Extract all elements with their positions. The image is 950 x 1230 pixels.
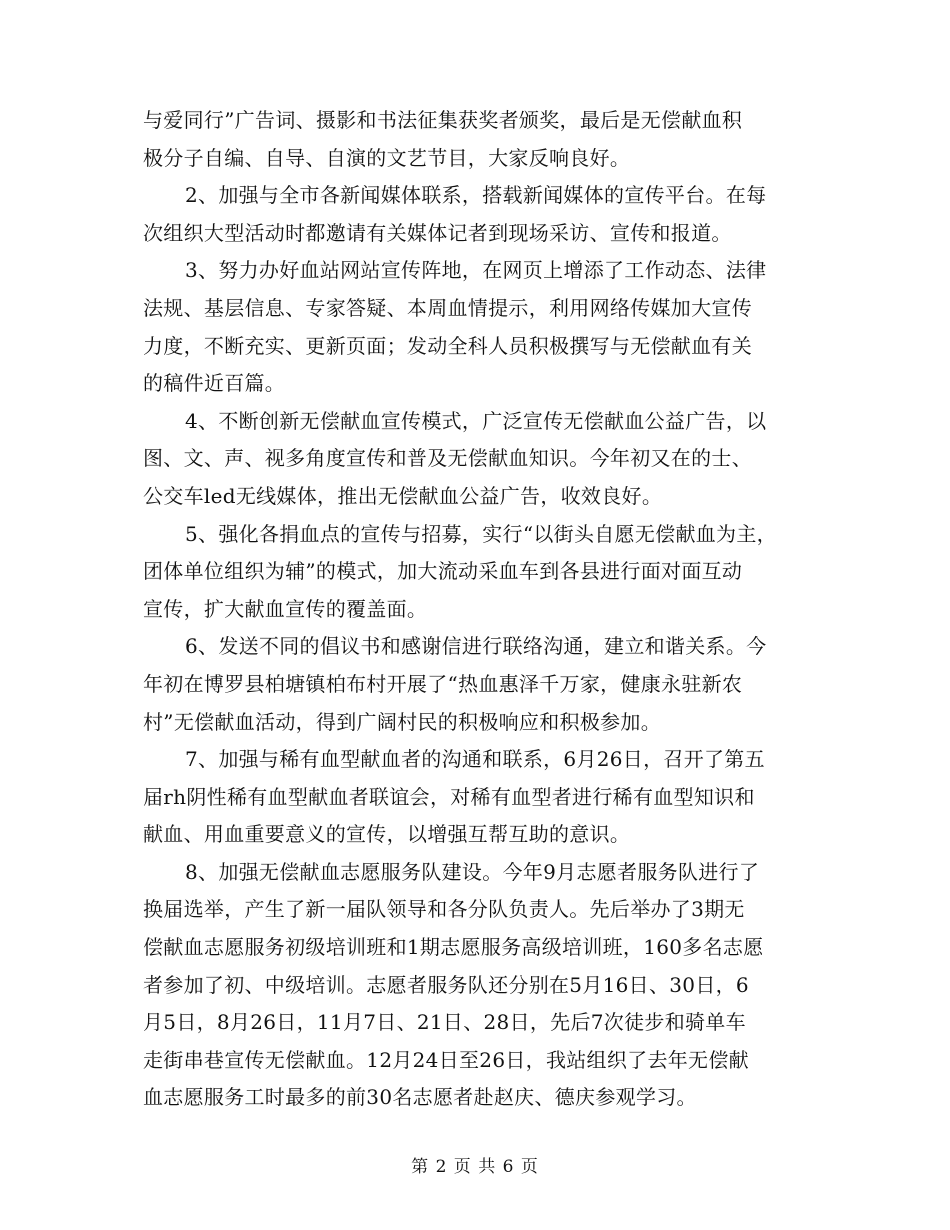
text-line: 走街串巷宣传无偿献血。12月24日至26日，我站组织了去年无偿献 (143, 1047, 749, 1072)
text-line: 年初在博罗县柏塘镇柏布村开展了“热血惠泽千万家，健康永驻新农 (143, 671, 743, 696)
text-line: 图、文、声、视多角度宣传和普及无偿献血知识。今年初又在的士、 (143, 446, 752, 471)
text-line: 力度，不断充实、更新页面；发动全科人员积极撰写与无偿献血有关 (143, 333, 752, 358)
paragraph-first-line: 6、发送不同的倡议书和感谢信进行联络沟通，建立和谐关系。今 (185, 634, 767, 659)
text-line: 血志愿服务工时最多的前30名志愿者赴赵庆、德庆参观学习。 (143, 1085, 697, 1110)
text-line: 团体单位组织为辅”的模式，加大流动采血车到各县进行面对面互动 (143, 559, 743, 584)
paragraph-first-line: 7、加强与稀有血型献血者的沟通和联系，6月26日，召开了第五 (185, 747, 765, 772)
page-number-label: 第 2 页 共 6 页 (411, 1157, 539, 1177)
text-line: 者参加了初、中级培训。志愿者服务队还分别在5月16日、30日，6 (143, 972, 749, 997)
paragraph-first-line: 4、不断创新无偿献血宣传模式，广泛宣传无偿献血公益广告，以 (185, 408, 767, 433)
text-line: 法规、基层信息、专家答疑、本周血情提示，利用网络传媒加大宣传 (143, 295, 752, 320)
paragraph-first-line: 2、加强与全市各新闻媒体联系，搭载新闻媒体的宣传平台。在每 (185, 183, 767, 208)
text-line: 偿献血志愿服务初级培训班和1期志愿服务高级培训班，160多名志愿 (143, 935, 764, 960)
paragraph-first-line: 3、努力办好血站网站宣传阵地，在网页上增添了工作动态、法律 (185, 258, 767, 283)
text-line: 届rh阴性稀有血型献血者联谊会，对稀有血型者进行稀有血型知识和 (143, 784, 755, 809)
page-footer (0, 1152, 950, 1177)
text-line: 换届选举，产生了新一届队领导和各分队负责人。先后举办了3期无 (143, 897, 745, 922)
text-line: 公交车led无线媒体，推出无偿献血公益广告，收效良好。 (143, 483, 663, 508)
text-line: 极分子自编、自导、自演的文艺节目，大家反响良好。 (143, 145, 631, 170)
text-line: 献血、用血重要意义的宣传，以增强互帮互助的意识。 (143, 822, 631, 847)
text-line: 次组织大型活动时都邀请有关媒体记者到现场采访、宣传和报道。 (143, 220, 732, 245)
paragraph-first-line: 5、强化各捐血点的宣传与招募，实行“以街头自愿无偿献血为主， (185, 521, 777, 546)
text-line: 的稿件近百篇。 (143, 371, 286, 396)
body-text (143, 102, 833, 1117)
text-line: 与爱同行”广告词、摄影和书法征集获奖者颁奖，最后是无偿献血积 (143, 108, 743, 132)
text-line: 村”无偿献血活动，得到广阔村民的积极响应和积极参加。 (143, 709, 662, 734)
text-line: 宣传，扩大献血宣传的覆盖面。 (143, 596, 428, 621)
text-line: 月5日，8月26日，11月7日、21日、28日，先后7次徒步和骑单车 (143, 1010, 746, 1035)
paragraph-first-line: 8、加强无偿献血志愿服务队建设。今年9月志愿者服务队进行了 (185, 859, 760, 884)
